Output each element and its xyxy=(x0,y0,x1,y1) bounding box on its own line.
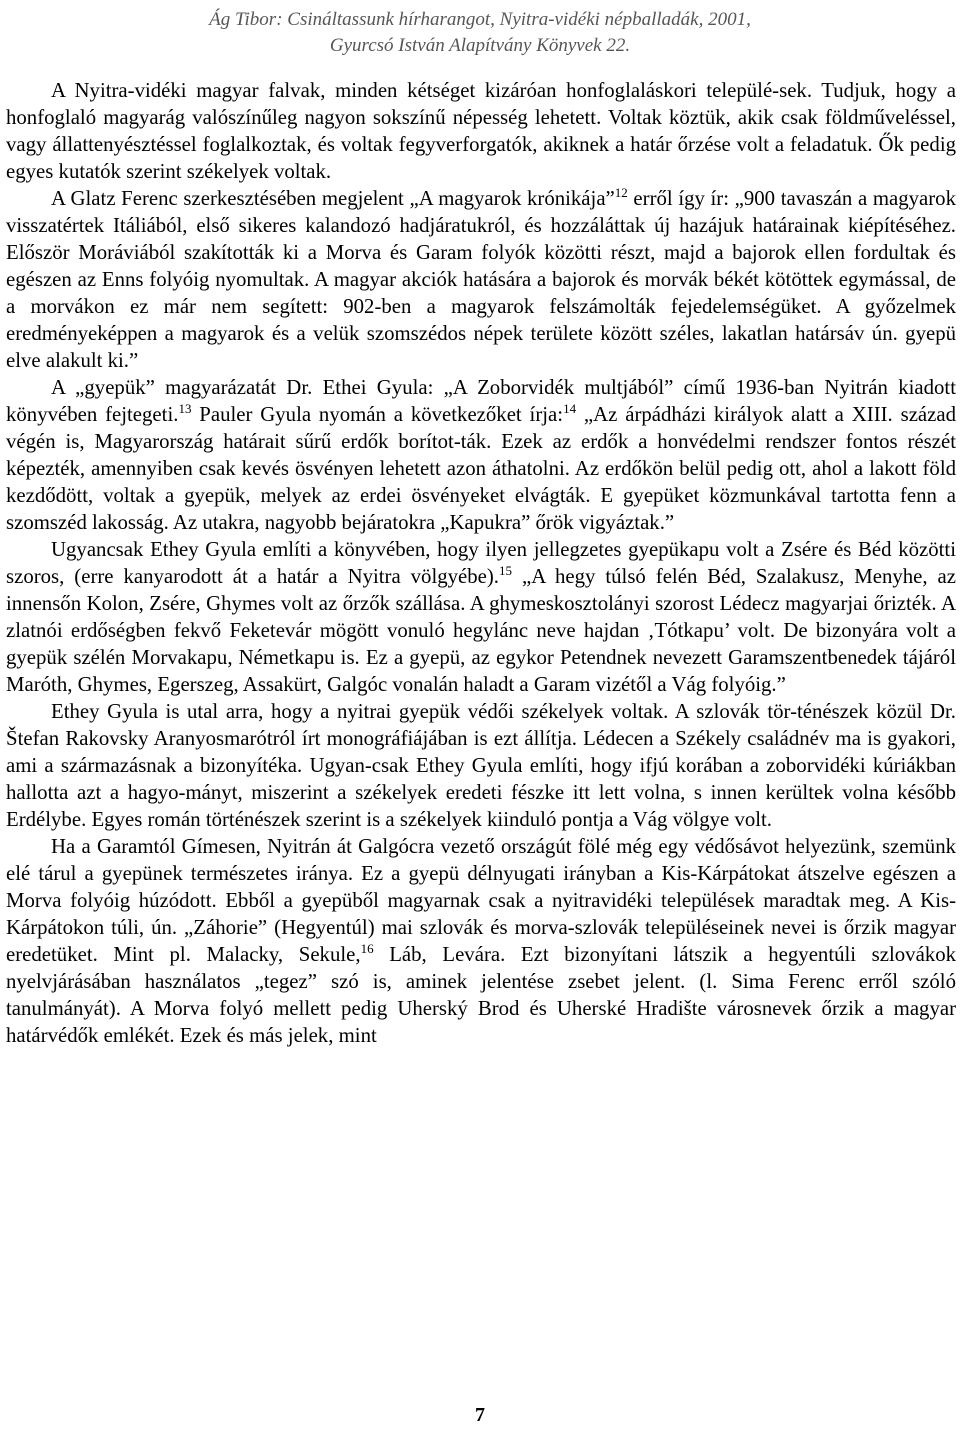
paragraph-text: Pauler Gyula nyomán a következőket írja: xyxy=(191,403,564,426)
paragraph-1 xyxy=(6,77,956,185)
paragraph-3 xyxy=(6,374,956,536)
paragraph-2 xyxy=(6,185,956,374)
running-header xyxy=(0,0,960,59)
paragraph-text: A Glatz Ferenc szerkesztésében megjelent „A magyarok krónikája” xyxy=(51,187,615,210)
paragraph-text: Ugyancsak Ethey Gyula említi a könyvében, hogy ilyen jellegzetes gyepükapu volt a Zsére és Béd közötti szoros, (erre kanyarodott át a határ a Nyitra völgyébe). xyxy=(6,538,956,588)
page-number: 7 xyxy=(475,1404,485,1426)
footnote-ref[interactable]: 15 xyxy=(499,563,513,578)
paragraph-text: A „gyepük” magyarázatát Dr. Ethei Gyula: „A Zoborvidék multjából” című 1936-ban Nyitrán kiadott könyvében fejtegeti. xyxy=(6,376,956,426)
paragraph-4 xyxy=(6,536,956,698)
header-line-2: Gyurcsó István Alapítvány Könyvek 22. xyxy=(329,35,631,56)
paragraph-text: Láb, Levára. Ezt bizonyítani látszik a hegyentúli szlovákok nyelvjárásában használatos „tegez” szó is, aminek jelentése zsebet jelent. (l. Sima Ferenc erről szóló tanulmányát). A Morva folyó mellett pedig Uherský Brod és Uherské Hradište városnevek őrzik a magyar határvédők emlékét. Ezek és más jelek, mint xyxy=(6,943,957,1047)
body-text xyxy=(6,77,956,1049)
paragraph-text: „A hegy túlsó felén Béd, Szalakusz, Menyhe, az innensőn Kolon, Zsére, Ghymes volt az őrzők szállása. A ghymeskosztolányi szorost Lédecz magyarjai őrizték. A zlatnói erdőségben fekvő Feketevár mögött vonuló hegylánc neve hajdan ‚Tótkapu’ volt. De bizonyára volt a gyepük szélén Morvakapu, Németkapu is. Ez a gyepü, az egykor Petendnek nevezett Garamszentbenedek tájáról Maróth, Ghymes, Egerszeg, Assakürt, Galgóc vonalán haladt a Garam vizétől a Vág folyóig.” xyxy=(6,565,956,696)
footnote-ref[interactable]: 16 xyxy=(360,941,374,956)
header-line-1: Ág Tibor: Csináltassunk hírharangot, Nyitra-vidéki népballadák, 2001, xyxy=(209,9,751,30)
paragraph-text: erről így ír: „900 tavaszán a magyarok visszatértek Itáliából, első sikeres kalandozó hadjáratukról, és hozzáláttak új hazájuk határainak kiépítéséhez. Először Moráviából szakították ki a Morva és Garam folyók közötti részt, majd a bajorok ellen fordultak és egészen az Enns folyóig nyomultak. A magyar akciók hatására a bajorok és morvák békét kötöttek egymással, de a morvákon ez már nem segített: 902-ben a magyarok felszámolták fejedelemségüket. A győzelmek eredményeképpen a magyarok és a velük szomszédos népek területe között széles, lakatlan határsáv ún. gyepü elve alakult ki.” xyxy=(6,187,956,372)
paragraph-text: A Nyitra-vidéki magyar falvak, minden kétséget kizáróan honfoglaláskori települé-sek. Tudjuk, hogy a honfoglaló magyarág valószínűleg nagyon sokszínű népesség lehetett. Voltak köztük, akik csak földműveléssel, vagy állattenyésztéssel foglalkoztak, és voltak fegyverforgatók, akiknek a határ őrzése volt a feladatuk. Ők pedig egyes kutatók szerint székelyek voltak. xyxy=(6,79,956,183)
footnote-ref[interactable]: 14 xyxy=(563,401,577,416)
paragraph-text: Ha a Garamtól Gímesen, Nyitrán át Galgócra vezető országút fölé még egy védősávot helyezünk, szemünk elé tárul a gyepünek természetes iránya. Ez a gyepü délnyugati irányban a Kis-Kárpátokat átszelve egészen a Morva folyóig húzódott. Ebből a gyepüből magyarnak csak a nyitravidéki települések maradtak meg. A Kis-Kárpátokon túli, ún. „Záhorie” (Hegyentúl) mai szlovák és morva-szlovák településeinek nevei is őrzik magyar eredetüket. Mint pl. Malacky, Sekule, xyxy=(6,835,956,966)
paragraph-text: Ethey Gyula is utal arra, hogy a nyitrai gyepük védői székelyek voltak. A szlovák tör-ténészek közül Dr. Štefan Rakovsky Aranyosmarótról írt monográfiájában is ezt állítja. Lédecen a Székely családnév ma is gyakori, ami a származásnak a bizonyítéka. Ugyan-csak Ethey Gyula említi, hogy ifjú korában a zoborvidéki kúriákban hallotta azt a hagyo-mányt, miszerint a székelyek eredeti fészke itt lett volna, s innen kerültek volna később Erdélybe. Egyes román történészek szerint is a székelyek kiinduló pontja a Vág völgye volt. xyxy=(6,700,956,831)
footnote-ref[interactable]: 13 xyxy=(178,401,192,416)
footnote-ref[interactable]: 12 xyxy=(614,185,628,200)
paragraph-5 xyxy=(6,698,956,833)
paragraph-text: „Az árpádházi királyok alatt a XIII. század végén is, Magyarország határait sűrű erdők borítot-ták. Ezek az erdők a honvédelmi rendszer fontos részét képezték, amennyiben csak kevés ösvényen lehetett azon áthatolni. Az erdőkön belül pedig ott, ahol a lakott föld kezdődött, voltak a gyepük, melyek az erdei ösvényeket elvágták. E gyepüket közmunkával tartotta fenn a szomszéd lakosság. Az utakra, nagyobb bejáratokra „Kapukra” őrök vigyáztak.” xyxy=(6,403,957,534)
paragraph-6 xyxy=(6,833,956,1049)
